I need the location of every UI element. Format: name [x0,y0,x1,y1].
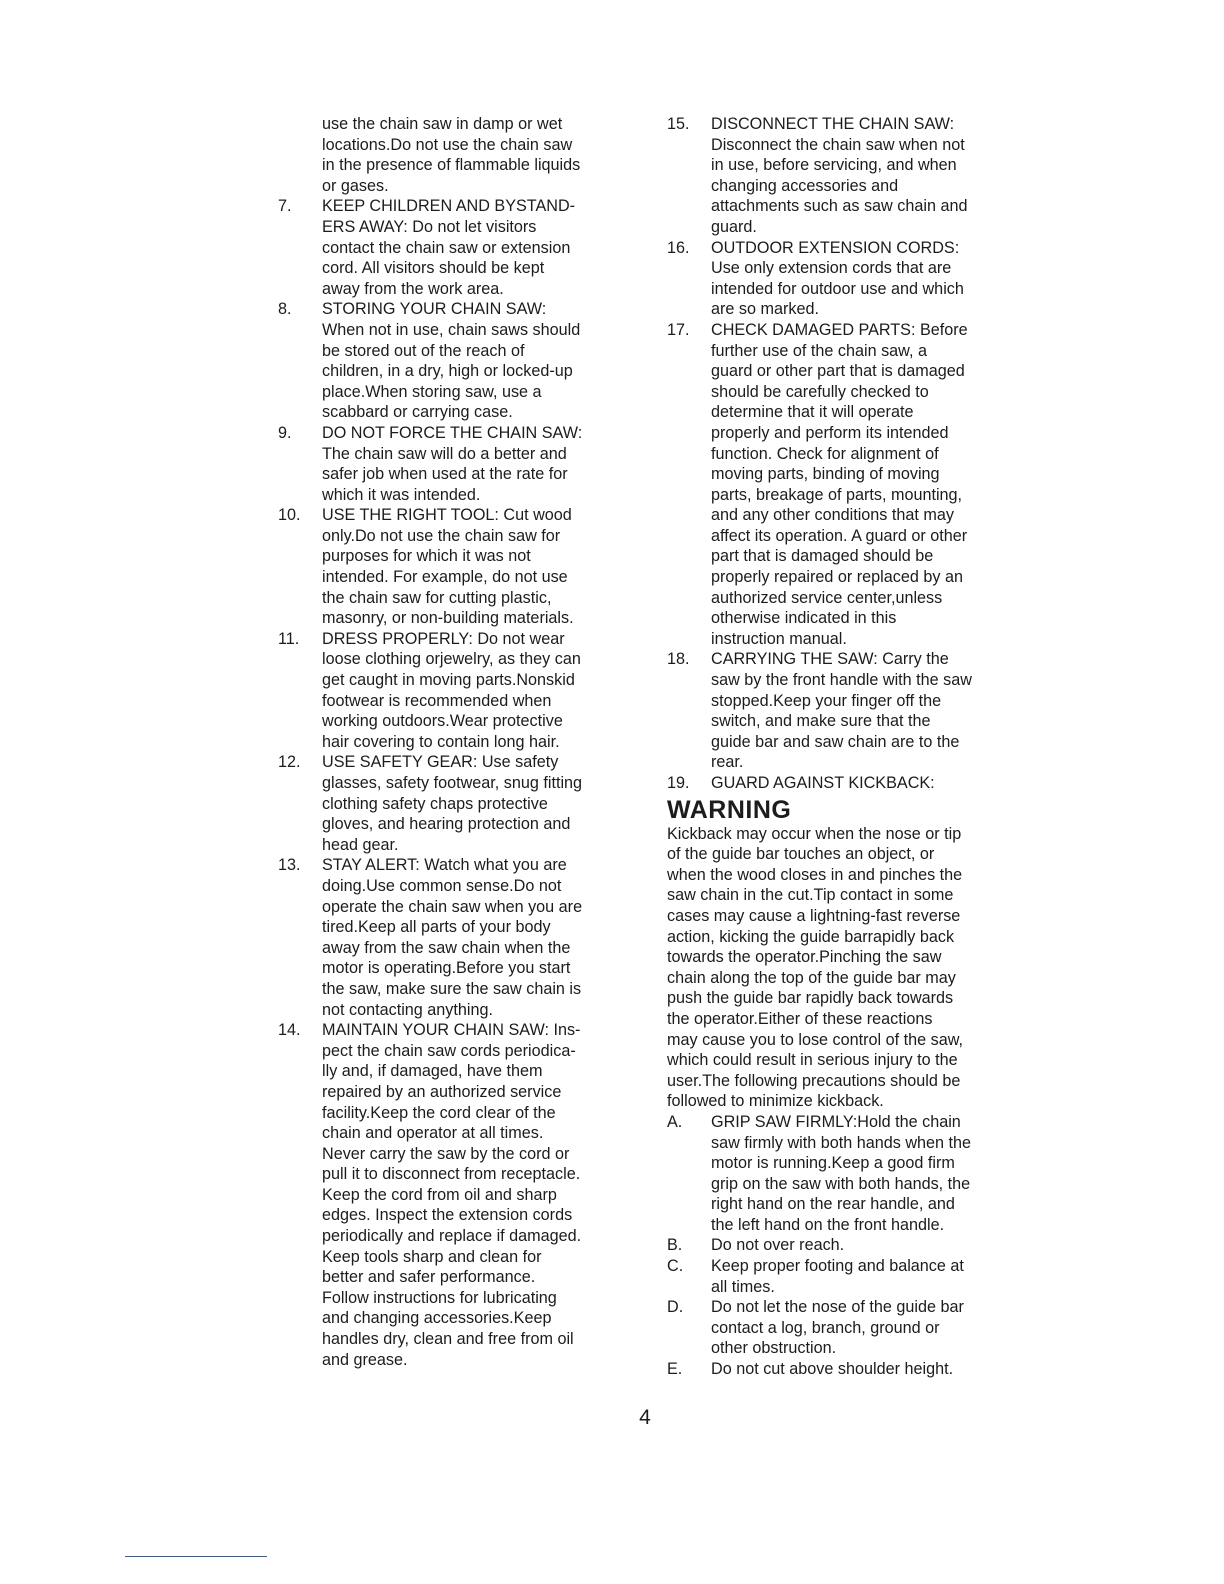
item-text: DRESS PROPERLY: Do not wear loose clothing orjewelry, as they can get caught in moving parts.Nonskid footwear is recommended when working outdoors.Wear protective hair covering to contain long hair. [322,629,581,751]
item-text: GUARD AGAINST KICKBACK: [711,774,935,792]
item-text: GRIP SAW FIRMLY:Hold the chain saw firmly with both hands when the motor is running.Keep a good firm grip on the saw with both hands, the right hand on the rear handle, and the left hand on the front handle. [711,1112,972,1234]
item-number: 10. [278,506,301,525]
list-item-19 [667,773,1019,794]
left-column [278,114,630,1370]
list-item-13 [278,855,630,1020]
sub-item-b [667,1235,1019,1256]
item-letter: D. [667,1298,684,1317]
item-number: 18. [667,650,690,669]
item-text: USE THE RIGHT TOOL: Cut wood only.Do not use the chain saw for purposes for which it was not intended. For example, do not use the chain saw for cutting plastic, masonry, or non-building materials. [322,506,574,628]
item-text: KEEP CHILDREN AND BYSTAND- ERS AWAY: Do not let visitors contact the chain saw or extension cord. All visitors should be kept away from the work area. [322,197,576,298]
item-text: Do not let the nose of the guide bar contact a log, branch, ground or other obstruction. [711,1298,964,1358]
item-number: 13. [278,856,301,875]
list-item-11 [278,629,630,753]
item-text: STAY ALERT: Watch what you are doing.Use common sense.Do not operate the chain saw when you are tired.Keep all parts of your body away from the saw chain when the motor is operating.Before you start the saw, make sure the saw chain is not contacting anything. [322,856,583,1019]
list-item-10 [278,505,630,629]
list-item-18 [667,649,1019,773]
item-text: DISCONNECT THE CHAIN SAW: Disconnect the chain saw when not in use, before servicing, and when changing accessories and attachments such as saw chain and guard. [711,115,968,236]
sub-item-a [667,1112,1019,1236]
item-text: Do not cut above shoulder height. [711,1360,954,1379]
sub-item-e [667,1359,1019,1380]
item-text: Do not over reach. [711,1236,845,1255]
item-number: 9. [278,423,292,442]
list-item-17 [667,320,1019,650]
item-number: 19. [667,774,690,792]
item-number: 8. [278,300,292,319]
item-letter: E. [667,1360,683,1379]
item-text: OUTDOOR EXTENSION CORDS: Use only extension cords that are intended for outdoor use and which are so marked. [711,238,964,319]
item-number: 11. [278,629,300,648]
item-number: 7. [278,197,292,216]
list-item-7 [278,196,630,299]
item-number: 12. [278,753,301,772]
footnote-divider [125,1556,267,1557]
continuation-text: use the chain saw in damp or wet locations.Do not use the chain saw in the presence of flammable liquids or gases. [322,115,581,195]
list-item-16 [667,238,1019,320]
item-letter: B. [667,1236,683,1255]
item-number: 14. [278,1021,301,1040]
warning-heading: WARNING [667,795,792,824]
warning-body: Kickback may occur when the nose or tip of the guide bar touches an object, or when the wood closes in and pinches the saw chain in the cut.Tip contact in some cases may cause a lightning-fast reverse action, kicking the guide barrapidly back towards the operator.Pinching the saw chain along the top of the guide bar may push the guide bar rapidly back towards the operator.Either of these reactions may cause you to lose control of the saw, which could result in serious injury to the user.The following precautions should be followed to minimize kickback. [667,824,964,1111]
list-item-8 [278,299,630,423]
right-column [667,114,1019,1380]
page-number: 4 [639,1406,651,1429]
list-item-14 [278,1020,630,1370]
list-item-12 [278,752,630,855]
item-text: CHECK DAMAGED PARTS: Before further use of the chain saw, a guard or other part that is damaged should be carefully checked to determine that it will operate properly and perform its intended function. Check for alignment of moving parts, binding of moving parts, breakage of parts, mounting, and any other conditions that may affect its operation. A guard or other part that is damaged should be properly repaired or replaced by an authorized service center,unless otherwise indicated in this instruction manual. [711,320,968,648]
sub-item-c [667,1256,1019,1297]
item-text: MAINTAIN YOUR CHAIN SAW: Ins- pect the chain saw cords periodica- lly and, if damaged, have them repaired by an authorized service facility.Keep the cord clear of the chain and operator at all times. Never carry the saw by the cord or pull it to disconnect from receptacle. Keep the cord from oil and sharp edges. Inspect the extension cords periodically and replace if damaged. Keep tools sharp and clean for better and safer performance. Follow instructions for lubricating and changing accessories.Keep handles dry, clean and free from oil and grease. [322,1021,582,1369]
item-text: USE SAFETY GEAR: Use safety glasses, safety footwear, snug fitting clothing safety chaps protective gloves, and hearing protection and head gear. [322,753,583,854]
list-item-15 [667,114,1019,238]
item-letter: A. [667,1112,683,1131]
list-item-9 [278,423,630,505]
item-text: STORING YOUR CHAIN SAW: When not in use, chain saws should be stored out of the reach of children, in a dry, high or locked-up place.When storing saw, use a scabbard or carrying case. [322,300,581,422]
item-number: 16. [667,238,690,257]
sub-item-d [667,1297,1019,1359]
item-number: 17. [667,320,690,339]
item-number: 15. [667,115,690,133]
item-letter: C. [667,1257,684,1276]
item-text: CARRYING THE SAW: Carry the saw by the front handle with the saw stopped.Keep your finger off the switch, and make sure that the guide bar and saw chain are to the rear. [711,650,972,772]
item-text: DO NOT FORCE THE CHAIN SAW: The chain saw will do a better and safer job when used at the rate for which it was intended. [322,423,583,504]
item-text: Keep proper footing and balance at all times. [711,1257,964,1296]
